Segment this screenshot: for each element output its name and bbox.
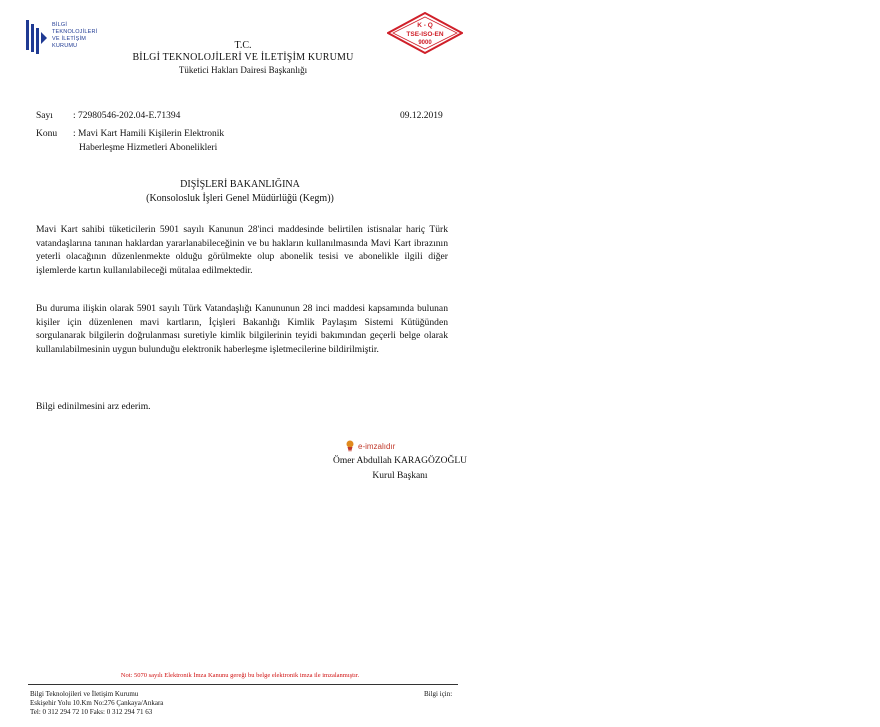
seal-ribbon-icon (345, 440, 355, 452)
sayi-value: : 72980546-202.04-E.71394 (73, 111, 181, 121)
document-date: 09.12.2019 (400, 111, 443, 121)
tse-badge-mid: TSE-ISO-EN (406, 31, 444, 38)
btk-logo-icon (25, 18, 49, 56)
logo-text: BİLGİ TEKNOLOJİLERİ VE İLETİŞİM KURUMU (52, 22, 98, 49)
konu-line-2: Haberleşme Hizmetleri Abonelikleri (79, 143, 218, 153)
footer-address: Eskişehir Yolu 10.Km No:276 Çankaya/Ankara (30, 699, 164, 707)
footer-info-label: Bilgi için: (424, 690, 453, 698)
footer-org: Bilgi Teknolojileri ve İletişim Kurumu (30, 690, 139, 698)
body-paragraph-2: Bu duruma ilişkin olarak 5901 sayılı Türk Vatandaşlığı Kanununun 28 inci maddesi kapsamında bulunan kişiler için düzenlenen mavi kartların, İçişleri Bakanlığı Kimlik Paylaşım Sistemi Kütüğünden sorgulanarak bilgilerin doğrulanması suretiyle kimlik bilgilerinin teyidi bakımından geçerli belge olarak kullanılabilmesinin uygun bulunduğu elektronik haberleşme işletmecilerine bildirilmiştir. (36, 303, 448, 355)
addressee-line-2: (Konsolosluk İşleri Genel Müdürlüğü (Kegm)) (146, 193, 334, 204)
e-signature-mark (345, 440, 395, 452)
body-paragraph-1: Mavi Kart sahibi tüketicilerin 5901 sayılı Kanunun 28'inci maddesinde belirtilen istisnalar hariç Türk vatandaşlarına tanınan haklardan yararlanabileceğinin ve bu hakların kullanılmasında Mavi Kart ibrazının yeterli olacağının düzenlenmekte olduğu görülmekte olup abonelik tesisi ve abonelikle ilgili diğer işlemlerde kartın kullanılabileceği mütalaa edilmektedir. (36, 224, 448, 276)
footer-divider (28, 684, 458, 685)
btk-logo (25, 18, 115, 58)
signer-title: Kurul Başkanı (372, 471, 428, 481)
signer-name: Ömer Abdullah KARAGÖZOĞLU (332, 456, 468, 466)
konu-line-1: : Mavi Kart Hamili Kişilerin Elektronik (73, 129, 225, 139)
konu-label: Konu (36, 129, 58, 139)
tse-badge-bottom: 9000 (418, 40, 432, 46)
header-dept: Tüketici Hakları Dairesi Başkanlığı (178, 65, 308, 75)
tse-badge-top: K - Q (417, 22, 433, 29)
body-paragraph-3: Bilgi edinilmesini arz ederim. (36, 401, 151, 412)
header-tc: T.C. (234, 40, 252, 51)
footer-phone: Tel: 0 312 294 72 10 Faks: 0 312 294 71 63 (30, 708, 153, 716)
sayi-label: Sayı (36, 111, 53, 121)
header-org: BİLGİ TEKNOLOJİLERİ VE İLETİŞİM KURUMU (132, 52, 354, 63)
footer-note: Not: 5070 sayılı Elektronik İmza Kanunu gereği bu belge elektronik imza ile imzalanmıştır. (120, 672, 360, 679)
addressee-line-1: DIŞİŞLERİ BAKANLIĞINA (180, 179, 300, 190)
tse-iso-badge (387, 12, 463, 54)
e-signature-text: e-imzalıdır (358, 441, 396, 451)
